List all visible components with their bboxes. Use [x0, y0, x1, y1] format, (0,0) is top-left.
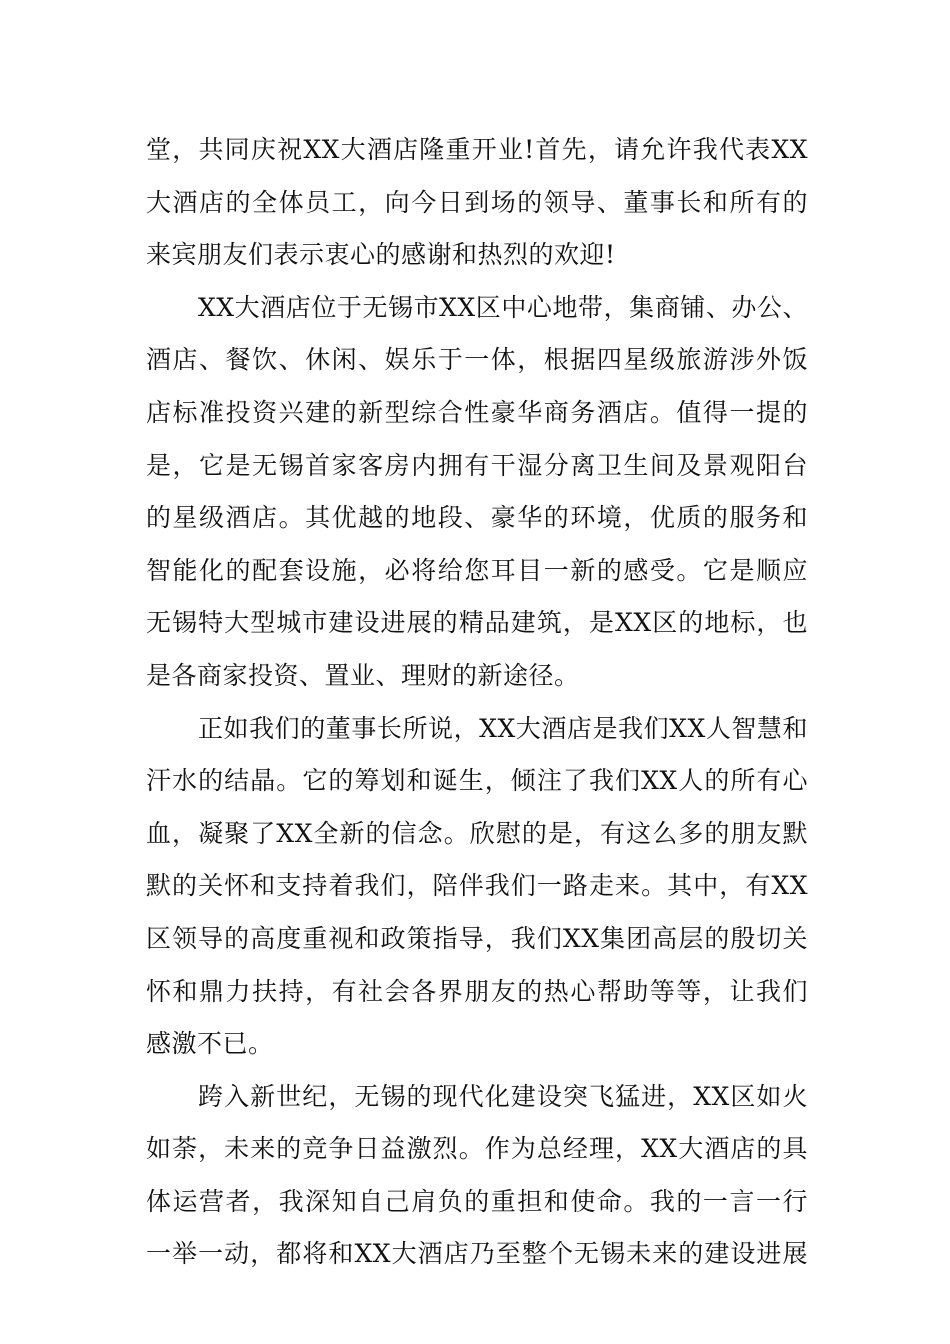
text-line: 来宾朋友们表示衷心的感谢和热烈的欢迎!	[146, 240, 616, 270]
text-line: 默的关怀和支持着我们，陪伴我们一路走来。其中，有XX	[146, 871, 808, 901]
paragraph	[146, 124, 808, 282]
text-line: 怀和鼎力扶持，有社会各界朋友的热心帮助等等，让我们	[146, 976, 808, 1006]
text-line: 无锡特大型城市建设进展的精品建筑，是XX区的地标，也	[146, 608, 808, 638]
text-line: 跨入新世纪，无锡的现代化建设突飞猛进，XX区如火	[198, 1081, 808, 1111]
text-line: 一举一动，都将和XX大酒店乃至整个无锡未来的建设进展	[146, 1239, 808, 1269]
text-line: 大酒店的全体员工，向今日到场的领导、董事长和所有的	[146, 187, 808, 217]
text-line: 是，它是无锡首家客房内拥有干湿分离卫生间及景观阳台	[146, 450, 808, 480]
text-line: 如荼，未来的竞争日益激烈。作为总经理，XX大酒店的具	[146, 1134, 808, 1164]
text-line: 血，凝聚了XX全新的信念。欣慰的是，有这么多的朋友默	[146, 818, 808, 848]
paragraph	[146, 282, 808, 703]
text-line: 是各商家投资、置业、理财的新途径。	[146, 660, 580, 690]
text-line: 正如我们的董事长所说，XX大酒店是我们XX人智慧和	[198, 713, 808, 743]
text-line: 区领导的高度重视和政策指导，我们XX集团高层的殷切关	[146, 923, 808, 953]
text-line: 汗水的结晶。它的筹划和诞生，倾注了我们XX人的所有心	[146, 766, 808, 796]
paragraph	[146, 703, 808, 1071]
text-line: 店标准投资兴建的新型综合性豪华商务酒店。值得一提的	[146, 397, 808, 427]
paragraph	[146, 1071, 808, 1281]
text-line: 智能化的配套设施，必将给您耳目一新的感受。它是顺应	[146, 555, 808, 585]
text-line: 堂，共同庆祝XX大酒店隆重开业!首先，请允许我代表XX	[146, 135, 808, 164]
text-line: 的星级酒店。其优越的地段、豪华的环境，优质的服务和	[146, 503, 808, 533]
document-body	[146, 124, 808, 1281]
text-line: 酒店、餐饮、休闲、娱乐于一体，根据四星级旅游涉外饭	[146, 345, 808, 375]
text-line: 体运营者，我深知自己肩负的重担和使命。我的一言一行	[146, 1186, 808, 1216]
text-line: XX大酒店位于无锡市XX区中心地带，集商铺、办公、	[198, 292, 808, 322]
text-line: 感激不已。	[146, 1029, 274, 1059]
